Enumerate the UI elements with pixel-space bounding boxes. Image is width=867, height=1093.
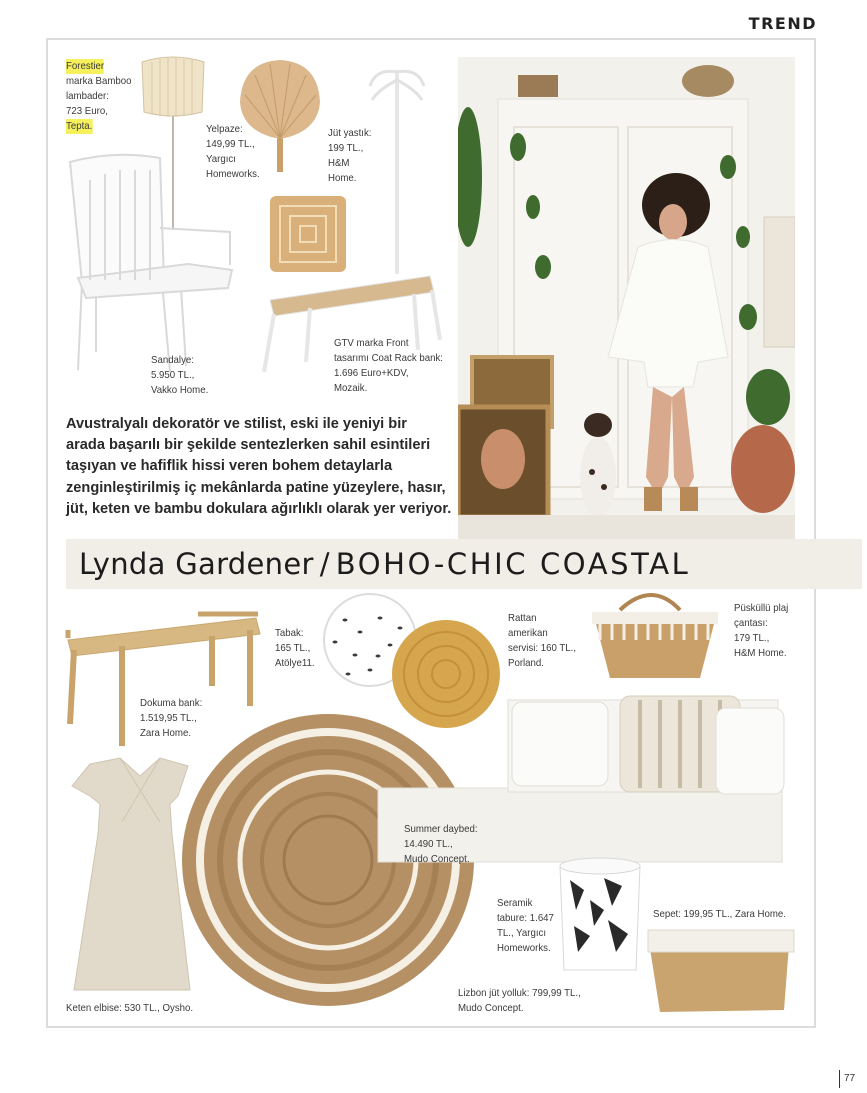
caption-chair: Sandalye: 5.950 TL., Vakko Home.: [151, 354, 209, 396]
caption-beach-bag: Püsküllü plaj çantası: 179 TL., H&M Home.: [734, 602, 789, 659]
caption-plate: Tabak: 165 TL., Atölye11.: [275, 627, 315, 669]
caption-jute-pillow: Jüt yastık: 199 TL., H&M Home.: [328, 127, 372, 184]
lynda-gardener-photo: [458, 57, 795, 539]
tasseled-beach-bag-image: [592, 595, 718, 678]
linen-dress-image: [72, 758, 190, 990]
designer-name: Lynda Gardener: [79, 547, 314, 581]
caption-ceramic-stool: Seramik tabure: 1.647 TL., Yargıcı Homeworks.: [497, 897, 554, 954]
section-label: TREND: [748, 14, 817, 33]
jute-basket-image: [648, 930, 794, 1012]
bottom-products-illustration: [60, 590, 800, 1020]
caption-basket: Sepet: 199,95 TL., Zara Home.: [653, 908, 786, 920]
jute-pillow-image: [270, 196, 346, 272]
intro-paragraph: Avustralyalı dekoratör ve stilist, eski ile yeniyi bir arada başarılı bir şekilde sentezlerken sahil esintileri taşıyan ve hafiflik hissi veren bohem detaylarla zenginleştirilmiş iç mekânlarda patine yüzeylere, hasır, jüt, keten ve bambu dokulara ağırlıklı olarak yer veriyor.: [66, 416, 452, 517]
caption-daybed: Summer daybed: 14.490 TL., Mudo Concept.: [404, 823, 478, 865]
caption-jute-rug: Lizbon jüt yolluk: 799,99 TL., Mudo Concept.: [458, 987, 581, 1014]
ceramic-stool-image: [560, 858, 640, 970]
page-title: [79, 545, 690, 583]
caption-linen-dress: Keten elbise: 530 TL., Oysho.: [66, 1002, 194, 1014]
caption-rattan-placemat: Rattan amerikan servisi: 160 TL., Porland.: [508, 612, 577, 669]
caption-coat-rack-bench: GTV marka Front tasarımı Coat Rack bank: 1.696 Euro+KDV, Mozaik.: [334, 337, 443, 394]
caption-floor-lamp: Forestier marka Bamboo lambader: 723 Euro, Tepta.: [66, 60, 132, 132]
style-name: BOHO-CHIC COASTAL: [335, 547, 691, 581]
white-rattan-chair-image: [70, 155, 232, 372]
page-number: 77: [839, 1070, 855, 1088]
caption-fan: Yelpaze: 149,99 TL., Yargıcı Homeworks.: [206, 123, 260, 180]
title-separator: /: [319, 547, 330, 581]
rattan-placemat-image: [392, 620, 500, 728]
caption-woven-bench: Dokuma bank: 1.519,95 TL., Zara Home.: [140, 697, 203, 739]
